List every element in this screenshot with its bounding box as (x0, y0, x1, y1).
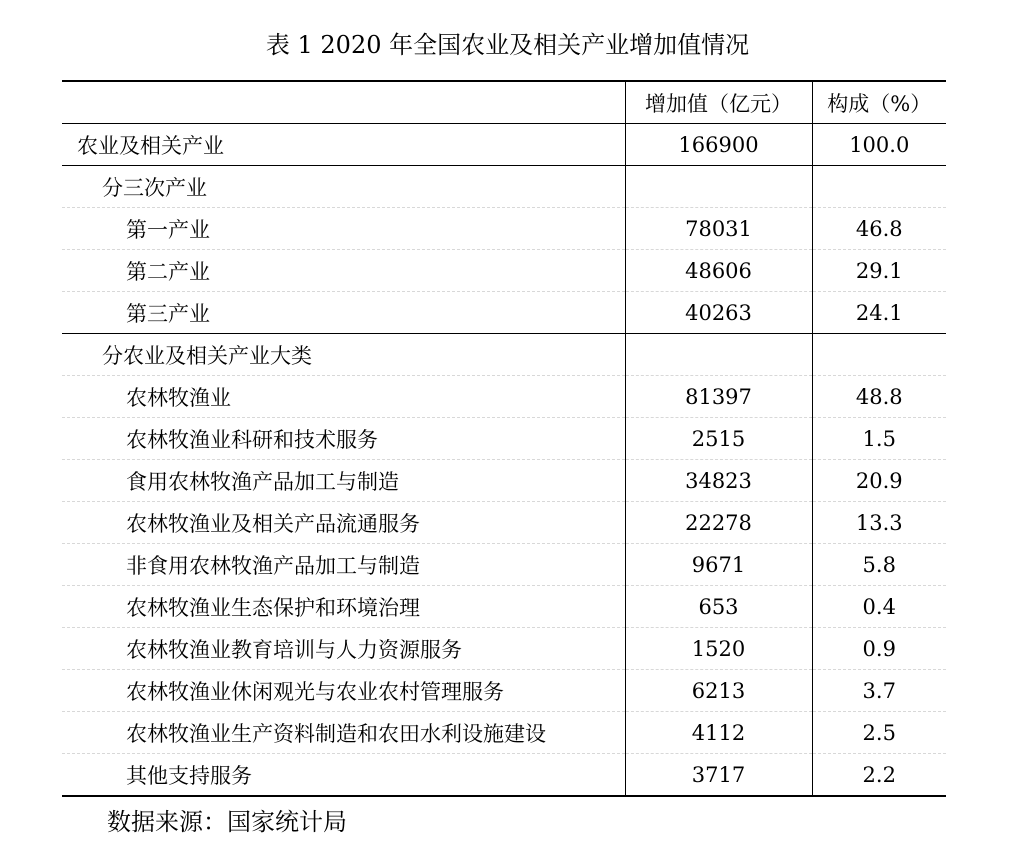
row-value: 166900 (625, 124, 812, 166)
row-value: 78031 (625, 208, 812, 250)
group-header-row (62, 166, 946, 208)
empty-cell (625, 334, 812, 376)
header-value-cell: 增加值（亿元） (625, 81, 812, 124)
row-value: 34823 (625, 460, 812, 502)
table-row (62, 670, 946, 712)
row-share: 5.8 (812, 544, 946, 586)
row-value: 40263 (625, 292, 812, 334)
row-label: 农业及相关产业 (62, 124, 625, 166)
table-row (62, 754, 946, 797)
table-row (62, 544, 946, 586)
row-label: 第三产业 (62, 292, 625, 334)
row-label: 第二产业 (62, 250, 625, 292)
group-label: 分农业及相关产业大类 (62, 334, 625, 376)
row-value: 6213 (625, 670, 812, 712)
row-label: 农林牧渔业教育培训与人力资源服务 (62, 628, 625, 670)
table-row (62, 292, 946, 334)
table-title: 表 1 2020 年全国农业及相关产业增加值情况 (265, 31, 750, 59)
row-share: 2.2 (812, 754, 946, 797)
table-row-total (62, 124, 946, 166)
row-share: 0.9 (812, 628, 946, 670)
row-share: 24.1 (812, 292, 946, 334)
row-value: 9671 (625, 544, 812, 586)
row-value: 1520 (625, 628, 812, 670)
row-label: 农林牧渔业休闲观光与农业农村管理服务 (62, 670, 625, 712)
row-share: 0.4 (812, 586, 946, 628)
row-share: 1.5 (812, 418, 946, 460)
row-label: 农林牧渔业生态保护和环境治理 (62, 586, 625, 628)
row-value: 2515 (625, 418, 812, 460)
row-value: 3717 (625, 754, 812, 797)
empty-cell (812, 334, 946, 376)
table-header-row (62, 81, 946, 124)
data-source-note: 数据来源：国家统计局 (107, 808, 347, 836)
group-label: 分三次产业 (62, 166, 625, 208)
row-value: 81397 (625, 376, 812, 418)
row-share: 100.0 (812, 124, 946, 166)
agriculture-value-added-table (62, 80, 946, 797)
table-row (62, 208, 946, 250)
header-share-cell: 构成（%） (812, 81, 946, 124)
row-share: 2.5 (812, 712, 946, 754)
row-label: 农林牧渔业生产资料制造和农田水利设施建设 (62, 712, 625, 754)
empty-cell (812, 166, 946, 208)
table-row (62, 460, 946, 502)
table-row (62, 376, 946, 418)
group-header-row (62, 334, 946, 376)
table-row (62, 712, 946, 754)
row-share: 29.1 (812, 250, 946, 292)
table-row (62, 628, 946, 670)
row-share: 46.8 (812, 208, 946, 250)
row-share: 48.8 (812, 376, 946, 418)
row-label: 农林牧渔业科研和技术服务 (62, 418, 625, 460)
table-row (62, 418, 946, 460)
empty-cell (625, 166, 812, 208)
row-value: 48606 (625, 250, 812, 292)
row-label: 农林牧渔业及相关产品流通服务 (62, 502, 625, 544)
table-row (62, 250, 946, 292)
row-label: 第一产业 (62, 208, 625, 250)
row-share: 13.3 (812, 502, 946, 544)
row-share: 3.7 (812, 670, 946, 712)
header-label-cell (62, 81, 625, 124)
row-label: 食用农林牧渔产品加工与制造 (62, 460, 625, 502)
table-row (62, 586, 946, 628)
row-value: 4112 (625, 712, 812, 754)
row-label: 农林牧渔业 (62, 376, 625, 418)
table-row (62, 502, 946, 544)
row-share: 20.9 (812, 460, 946, 502)
row-value: 653 (625, 586, 812, 628)
row-value: 22278 (625, 502, 812, 544)
row-label: 其他支持服务 (62, 754, 625, 797)
row-label: 非食用农林牧渔产品加工与制造 (62, 544, 625, 586)
